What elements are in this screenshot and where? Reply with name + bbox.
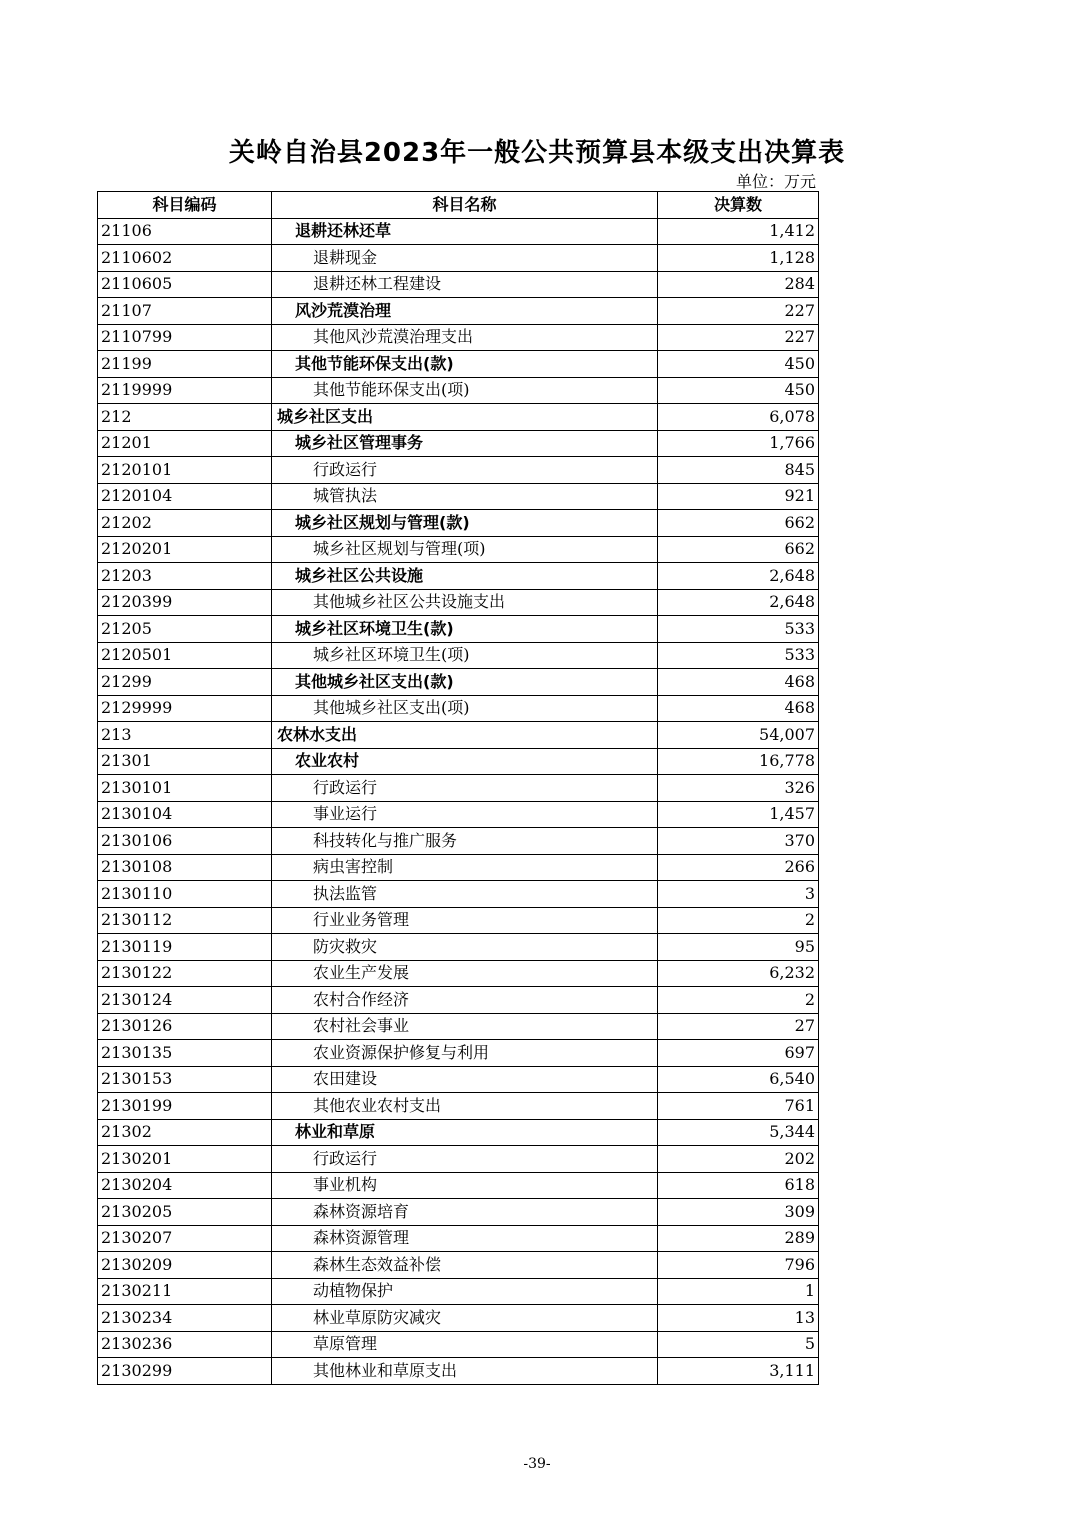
table-body (98, 218, 819, 1384)
cell-name: 其他城乡社区公共设施支出 (272, 589, 658, 616)
cell-name: 行政运行 (272, 457, 658, 484)
cell-amount: 227 (658, 324, 819, 351)
cell-name: 农村社会事业 (272, 1013, 658, 1040)
table-row (98, 1146, 819, 1173)
cell-code: 2130199 (98, 1093, 272, 1120)
cell-code: 2130104 (98, 801, 272, 828)
cell-name: 农林水支出 (272, 722, 658, 749)
cell-code: 2120201 (98, 536, 272, 563)
cell-name: 其他节能环保支出(项) (272, 377, 658, 404)
table-row (98, 775, 819, 802)
cell-name: 行业业务管理 (272, 907, 658, 934)
cell-amount: 284 (658, 271, 819, 298)
cell-amount: 3,111 (658, 1358, 819, 1385)
header-amount: 决算数 (658, 192, 819, 219)
cell-amount: 1,128 (658, 245, 819, 272)
cell-amount: 5,344 (658, 1119, 819, 1146)
cell-code: 2130211 (98, 1278, 272, 1305)
cell-name: 城乡社区公共设施 (272, 563, 658, 590)
cell-amount: 697 (658, 1040, 819, 1067)
cell-code: 2130122 (98, 960, 272, 987)
cell-name: 农业生产发展 (272, 960, 658, 987)
cell-amount: 54,007 (658, 722, 819, 749)
cell-amount: 6,078 (658, 404, 819, 431)
cell-code: 21107 (98, 298, 272, 325)
cell-name: 城乡社区规划与管理(项) (272, 536, 658, 563)
cell-code: 21205 (98, 616, 272, 643)
cell-name: 城乡社区环境卫生(项) (272, 642, 658, 669)
cell-code: 2130112 (98, 907, 272, 934)
table-row (98, 536, 819, 563)
cell-amount: 1,457 (658, 801, 819, 828)
cell-amount: 1 (658, 1278, 819, 1305)
cell-name: 其他节能环保支出(款) (272, 351, 658, 378)
table-header-row (98, 192, 819, 219)
cell-name: 城乡社区环境卫生(款) (272, 616, 658, 643)
table-row (98, 1093, 819, 1120)
cell-code: 2130135 (98, 1040, 272, 1067)
table-row (98, 404, 819, 431)
cell-amount: 921 (658, 483, 819, 510)
cell-amount: 227 (658, 298, 819, 325)
page-title: 关岭自治县2023年一般公共预算县本级支出决算表 (228, 138, 846, 168)
cell-code: 21201 (98, 430, 272, 457)
cell-amount: 95 (658, 934, 819, 961)
cell-name: 城乡社区管理事务 (272, 430, 658, 457)
cell-name: 草原管理 (272, 1331, 658, 1358)
table-row (98, 298, 819, 325)
table-row (98, 271, 819, 298)
unit-label: 单位：万元 (735, 172, 816, 191)
cell-amount: 618 (658, 1172, 819, 1199)
cell-name: 退耕现金 (272, 245, 658, 272)
cell-name: 事业机构 (272, 1172, 658, 1199)
cell-code: 21301 (98, 748, 272, 775)
cell-code: 2130234 (98, 1305, 272, 1332)
cell-code: 2130119 (98, 934, 272, 961)
cell-code: 2130204 (98, 1172, 272, 1199)
cell-code: 21302 (98, 1119, 272, 1146)
cell-amount: 370 (658, 828, 819, 855)
cell-code: 2130205 (98, 1199, 272, 1226)
cell-amount: 13 (658, 1305, 819, 1332)
table-row (98, 854, 819, 881)
cell-amount: 1,412 (658, 218, 819, 245)
cell-name: 城乡社区规划与管理(款) (272, 510, 658, 537)
cell-name: 农业农村 (272, 748, 658, 775)
cell-code: 2130207 (98, 1225, 272, 1252)
table-row (98, 907, 819, 934)
table-row (98, 1305, 819, 1332)
cell-amount: 289 (658, 1225, 819, 1252)
cell-name: 退耕还林工程建设 (272, 271, 658, 298)
cell-code: 2130126 (98, 1013, 272, 1040)
cell-amount: 2,648 (658, 563, 819, 590)
cell-name: 森林资源管理 (272, 1225, 658, 1252)
table-row (98, 828, 819, 855)
cell-name: 行政运行 (272, 1146, 658, 1173)
table-row (98, 218, 819, 245)
cell-amount: 2 (658, 907, 819, 934)
cell-code: 21199 (98, 351, 272, 378)
cell-code: 2129999 (98, 695, 272, 722)
cell-name: 其他城乡社区支出(款) (272, 669, 658, 696)
table-row (98, 748, 819, 775)
cell-code: 2119999 (98, 377, 272, 404)
table-row (98, 1040, 819, 1067)
cell-amount: 1,766 (658, 430, 819, 457)
cell-amount: 16,778 (658, 748, 819, 775)
cell-amount: 662 (658, 510, 819, 537)
cell-code: 21203 (98, 563, 272, 590)
cell-amount: 2,648 (658, 589, 819, 616)
cell-code: 213 (98, 722, 272, 749)
cell-name: 病虫害控制 (272, 854, 658, 881)
cell-name: 防灾救灾 (272, 934, 658, 961)
table-row (98, 1358, 819, 1385)
cell-code: 21299 (98, 669, 272, 696)
cell-amount: 309 (658, 1199, 819, 1226)
header-code: 科目编码 (98, 192, 272, 219)
table-row (98, 351, 819, 378)
table-row (98, 1225, 819, 1252)
table-row (98, 695, 819, 722)
cell-name: 其他农业农村支出 (272, 1093, 658, 1120)
table-row (98, 457, 819, 484)
table-row (98, 960, 819, 987)
cell-amount: 2 (658, 987, 819, 1014)
cell-amount: 450 (658, 351, 819, 378)
cell-amount: 468 (658, 695, 819, 722)
cell-code: 21202 (98, 510, 272, 537)
table-row (98, 881, 819, 908)
cell-code: 2130110 (98, 881, 272, 908)
table-row (98, 1252, 819, 1279)
table-row (98, 801, 819, 828)
table-row (98, 1331, 819, 1358)
cell-name: 风沙荒漠治理 (272, 298, 658, 325)
cell-name: 其他风沙荒漠治理支出 (272, 324, 658, 351)
cell-amount: 533 (658, 616, 819, 643)
table-row (98, 430, 819, 457)
cell-amount: 6,232 (658, 960, 819, 987)
cell-amount: 6,540 (658, 1066, 819, 1093)
cell-name: 农田建设 (272, 1066, 658, 1093)
table-row (98, 1013, 819, 1040)
cell-code: 2120399 (98, 589, 272, 616)
cell-code: 2120104 (98, 483, 272, 510)
table-row (98, 642, 819, 669)
cell-amount: 468 (658, 669, 819, 696)
cell-name: 科技转化与推广服务 (272, 828, 658, 855)
cell-code: 2130108 (98, 854, 272, 881)
cell-code: 2110799 (98, 324, 272, 351)
cell-name: 其他林业和草原支出 (272, 1358, 658, 1385)
table-row (98, 1172, 819, 1199)
table-row (98, 934, 819, 961)
cell-code: 21106 (98, 218, 272, 245)
cell-code: 2130101 (98, 775, 272, 802)
cell-code: 212 (98, 404, 272, 431)
cell-name: 林业和草原 (272, 1119, 658, 1146)
cell-name: 行政运行 (272, 775, 658, 802)
table-row (98, 987, 819, 1014)
table-row (98, 1199, 819, 1226)
table-row (98, 1119, 819, 1146)
table-row (98, 722, 819, 749)
cell-name: 农村合作经济 (272, 987, 658, 1014)
budget-table (97, 191, 819, 1385)
cell-amount: 3 (658, 881, 819, 908)
cell-amount: 796 (658, 1252, 819, 1279)
cell-amount: 662 (658, 536, 819, 563)
cell-amount: 5 (658, 1331, 819, 1358)
cell-name: 林业草原防灾减灾 (272, 1305, 658, 1332)
cell-code: 2130106 (98, 828, 272, 855)
cell-code: 2130124 (98, 987, 272, 1014)
cell-code: 2120501 (98, 642, 272, 669)
cell-name: 城乡社区支出 (272, 404, 658, 431)
cell-name: 农业资源保护修复与利用 (272, 1040, 658, 1067)
table-row (98, 1278, 819, 1305)
cell-amount: 326 (658, 775, 819, 802)
table-row (98, 563, 819, 590)
cell-name: 事业运行 (272, 801, 658, 828)
table-row (98, 1066, 819, 1093)
table-row (98, 510, 819, 537)
cell-name: 森林资源培育 (272, 1199, 658, 1226)
cell-name: 森林生态效益补偿 (272, 1252, 658, 1279)
table-row (98, 324, 819, 351)
table-row (98, 589, 819, 616)
cell-code: 2130299 (98, 1358, 272, 1385)
cell-name: 退耕还林还草 (272, 218, 658, 245)
table-row (98, 245, 819, 272)
cell-amount: 533 (658, 642, 819, 669)
cell-name: 城管执法 (272, 483, 658, 510)
cell-amount: 450 (658, 377, 819, 404)
cell-code: 2120101 (98, 457, 272, 484)
cell-amount: 27 (658, 1013, 819, 1040)
cell-code: 2130201 (98, 1146, 272, 1173)
cell-name: 其他城乡社区支出(项) (272, 695, 658, 722)
cell-code: 2110605 (98, 271, 272, 298)
cell-amount: 202 (658, 1146, 819, 1173)
page-number: -39- (523, 1456, 551, 1472)
cell-amount: 266 (658, 854, 819, 881)
cell-code: 2130209 (98, 1252, 272, 1279)
table-row (98, 377, 819, 404)
cell-amount: 845 (658, 457, 819, 484)
cell-code: 2130236 (98, 1331, 272, 1358)
header-name: 科目名称 (272, 192, 658, 219)
cell-code: 2130153 (98, 1066, 272, 1093)
cell-amount: 761 (658, 1093, 819, 1120)
table-row (98, 669, 819, 696)
cell-name: 动植物保护 (272, 1278, 658, 1305)
table-row (98, 616, 819, 643)
cell-code: 2110602 (98, 245, 272, 272)
cell-name: 执法监管 (272, 881, 658, 908)
table-row (98, 483, 819, 510)
